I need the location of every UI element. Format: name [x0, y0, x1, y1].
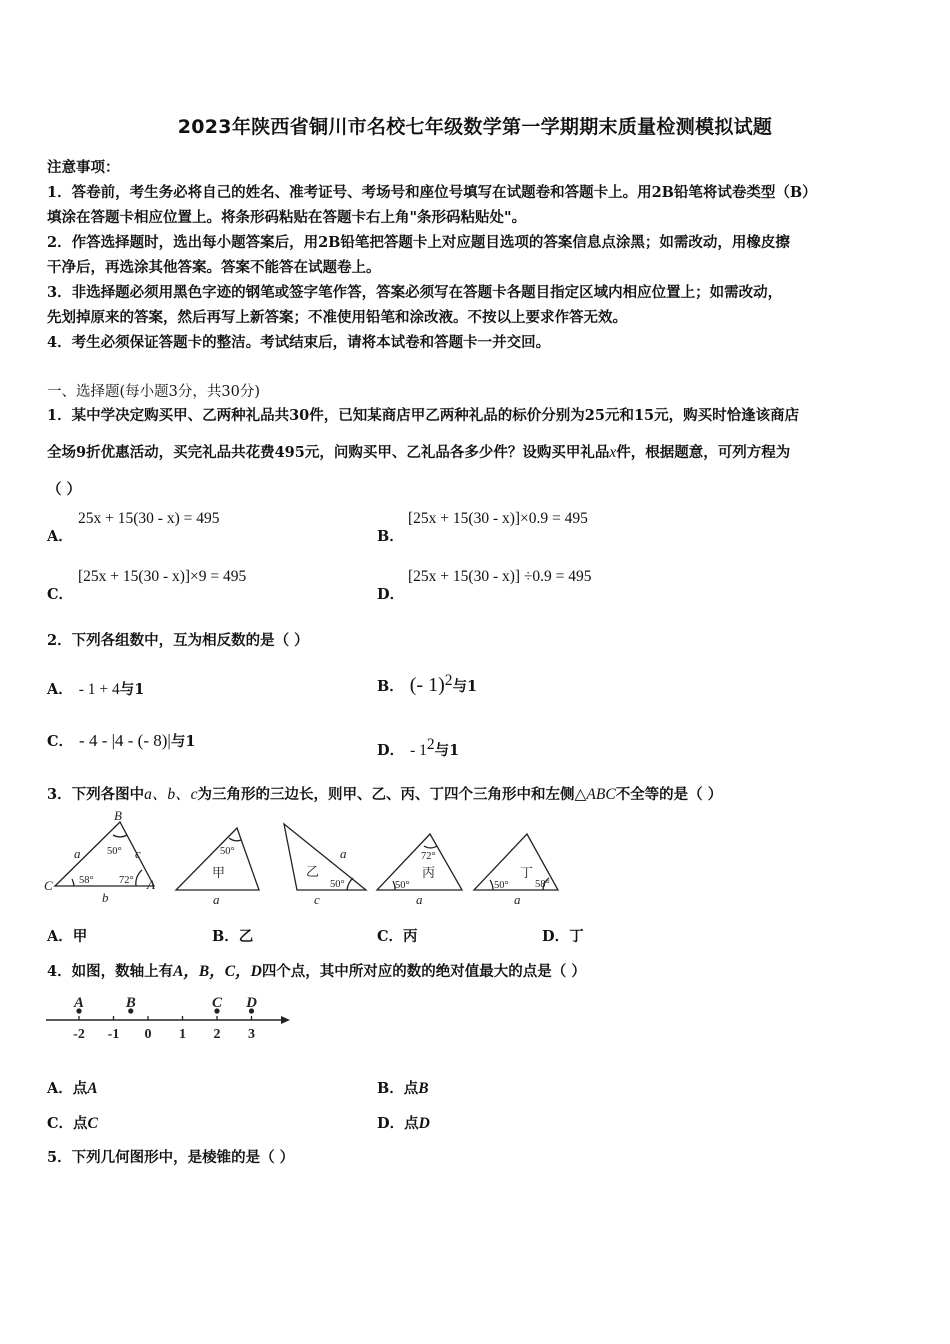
q1-option-d-math: [25x + 15(30 - x)] ÷0.9 = 495 [408, 568, 592, 585]
q4-stem-part: 四个点，其中所对应的数的绝对值最大的点是（ ） [261, 963, 586, 980]
triangle-name: 乙 [306, 864, 320, 879]
angle-arc [347, 878, 353, 890]
option-math: - 4 - |4 - (- 8)| [79, 731, 171, 750]
q1-stem-part: 件，根据题意，可列方程为 [616, 444, 791, 461]
triangle-name: 丁 [520, 865, 534, 880]
q5-stem: 5．下列几何图形中，是棱锥的是（ ） [47, 1149, 295, 1166]
angle-label: 50° [330, 879, 345, 890]
vertex-label: B [114, 808, 122, 823]
number-line [40, 988, 300, 1048]
axis-arrow [281, 1016, 290, 1024]
q3-option-d[interactable]: D．丁 [542, 928, 584, 945]
axis-tick-label: 1 [179, 1027, 186, 1042]
q3-option-b[interactable]: B．乙 [212, 928, 254, 945]
page-title: 2023年陕西省铜川市名校七年级数学第一学期期末质量检测模拟试题 [177, 116, 773, 138]
q1-paren: （ ） [47, 481, 82, 498]
side-label: b [102, 890, 109, 905]
notice-line: 4．考生必须保证答题卡的整洁。考试结束后，请将本试卷和答题卡一并交回。 [47, 334, 551, 351]
angle-label: 58° [535, 879, 550, 890]
side-label: a [340, 846, 347, 861]
triangle-yi [284, 824, 366, 890]
axis-tick-label: 3 [248, 1027, 255, 1042]
option-label: B． [377, 677, 404, 695]
q3-triangles-figure [44, 808, 564, 908]
option-tail: 与1 [170, 733, 196, 750]
q3-triangle: △ABC [574, 786, 616, 803]
q1-option-a-label[interactable]: A． [47, 528, 73, 545]
angle-label: 50° [494, 880, 509, 891]
option-var: C [87, 1115, 98, 1132]
option-label: C．点 [47, 1115, 88, 1132]
option-label: B．点 [377, 1080, 419, 1097]
option-label: D．点 [377, 1115, 419, 1132]
triangle-jia [176, 828, 259, 890]
section-heading: 一、选择题(每小题3分，共30分) [47, 384, 260, 400]
q3-stem-part: 为三角形的三边长，则甲、乙、丙、丁四个三角形中和左侧 [197, 786, 575, 803]
option-label: C． [47, 733, 74, 750]
side-label: c [314, 892, 320, 907]
angle-arc [136, 870, 142, 886]
option-label: D． [377, 741, 405, 759]
q4-option-d[interactable] [377, 1112, 430, 1133]
q4-stem-part: 4．如图，数轴上有 [47, 963, 174, 980]
notice-line: 干净后，再选涂其他答案。答案不能答在试题卷上。 [47, 259, 381, 276]
vertex-label: A [147, 877, 155, 892]
q2-option-b[interactable] [377, 672, 477, 697]
side-label: c [135, 846, 141, 861]
angle-label: 50° [395, 880, 410, 891]
angle-arc [424, 846, 437, 848]
q4-option-c[interactable] [47, 1112, 98, 1133]
q2-option-c[interactable] [47, 730, 195, 751]
option-label: A． [47, 681, 73, 698]
option-tail: 与1 [434, 741, 460, 759]
side-label: a [514, 892, 521, 907]
axis-tick-label: 2 [213, 1027, 221, 1042]
vertex-label: C [44, 878, 53, 893]
q1-option-a-math: 25x + 15(30 - x) = 495 [78, 510, 220, 527]
q1-option-b-label[interactable]: B． [377, 528, 404, 545]
q4-stem [47, 959, 586, 981]
notice-line: 1．答卷前，考生务必将自己的姓名、准考证号、考场号和座位号填写在试题卷和答题卡上。用2B铅笔将试卷类型（B） [47, 184, 817, 201]
notice-line: 2．作答选择题时，选出每小题答案后，用2B铅笔把答题卡上对应题目选项的答案信息点涂黑；如需改动，用橡皮擦 [47, 234, 790, 251]
axis-point-label: B [125, 995, 136, 1011]
q3-option-a[interactable]: A．甲 [47, 928, 88, 945]
side-label: a [74, 846, 81, 861]
q4-vars: A，B，C，D [173, 963, 262, 980]
q2-option-a[interactable] [47, 678, 144, 699]
option-var: A [87, 1080, 98, 1097]
option-sup: 2 [426, 736, 435, 753]
q3-vars: a、b、c [144, 786, 198, 803]
option-var: D [418, 1115, 430, 1132]
notice-heading: 注意事项： [47, 159, 120, 176]
axis-tick-label: -2 [73, 1027, 85, 1042]
option-sup: 2 [444, 672, 453, 689]
q4-option-a[interactable] [47, 1077, 98, 1098]
axis-tick-label: -1 [107, 1027, 120, 1042]
option-math: (- 1) [409, 673, 445, 696]
side-label: a [213, 892, 220, 907]
triangle-bing [377, 834, 462, 890]
q3-stem-part: 不全等的是（ ） [615, 786, 723, 803]
notice-line: 先划掉原来的答案，然后再写上新答案；不准使用铅笔和涂改液。不按以上要求作答无效。 [47, 309, 627, 326]
q1-stem [47, 441, 790, 462]
q3-option-c[interactable]: C．丙 [377, 928, 418, 945]
notice-line: 3．非选择题必须用黑色字迹的钢笔或签字笔作答，答案必须写在答题卡各题目指定区域内相应位置上；如需改动， [47, 284, 783, 301]
angle-label: 72° [119, 875, 134, 886]
option-math: - 1 + 4 [78, 681, 120, 698]
angle-arc [490, 880, 493, 890]
angle-arc [72, 879, 74, 886]
side-label: a [416, 892, 423, 907]
angle-arc [113, 835, 127, 837]
q2-option-d[interactable] [377, 736, 459, 760]
axis-tick-label: 0 [144, 1027, 152, 1042]
q2-stem: 2．下列各组数中，互为相反数的是（ ） [47, 632, 309, 649]
q3-stem-part: 3．下列各图中 [47, 786, 145, 803]
q1-option-d-label[interactable]: D． [377, 586, 405, 603]
angle-label: 72° [421, 851, 436, 862]
q1-stem: 1．某中学决定购买甲、乙两种礼品共30件，已知某商店甲乙两种礼品的标价分别为25元和15元，购买时恰逢该商店 [47, 407, 800, 424]
q1-option-c-label[interactable]: C． [47, 586, 74, 603]
q1-option-c-math: [25x + 15(30 - x)]×9 = 495 [78, 568, 247, 585]
angle-label: 50° [220, 846, 235, 857]
q1-var: x [609, 444, 617, 461]
triangle-name: 甲 [212, 865, 226, 880]
angle-label: 58° [79, 875, 94, 886]
angle-arc [229, 838, 241, 841]
q4-option-b[interactable] [377, 1077, 429, 1098]
axis-point-label: C [211, 995, 223, 1011]
option-var: B [418, 1080, 429, 1097]
angle-label: 50° [107, 846, 122, 857]
axis-point-label: A [73, 995, 85, 1011]
notice-line: 填涂在答题卡相应位置上。将条形码粘贴在答题卡右上角"条形码粘贴处"。 [47, 209, 527, 226]
q1-option-b-math: [25x + 15(30 - x)]×0.9 = 495 [408, 510, 588, 527]
option-math: - 1 [410, 741, 427, 759]
option-label: A．点 [47, 1080, 88, 1097]
q1-stem-part: 全场9折优惠活动，买完礼品共花费495元，问购买甲、乙礼品各多少件？设购买甲礼品 [47, 444, 610, 461]
option-tail: 与1 [452, 677, 478, 695]
option-tail: 与1 [119, 681, 145, 698]
triangle-name: 丙 [422, 865, 436, 880]
q3-stem [47, 782, 722, 804]
axis-point-label: D [246, 995, 257, 1011]
